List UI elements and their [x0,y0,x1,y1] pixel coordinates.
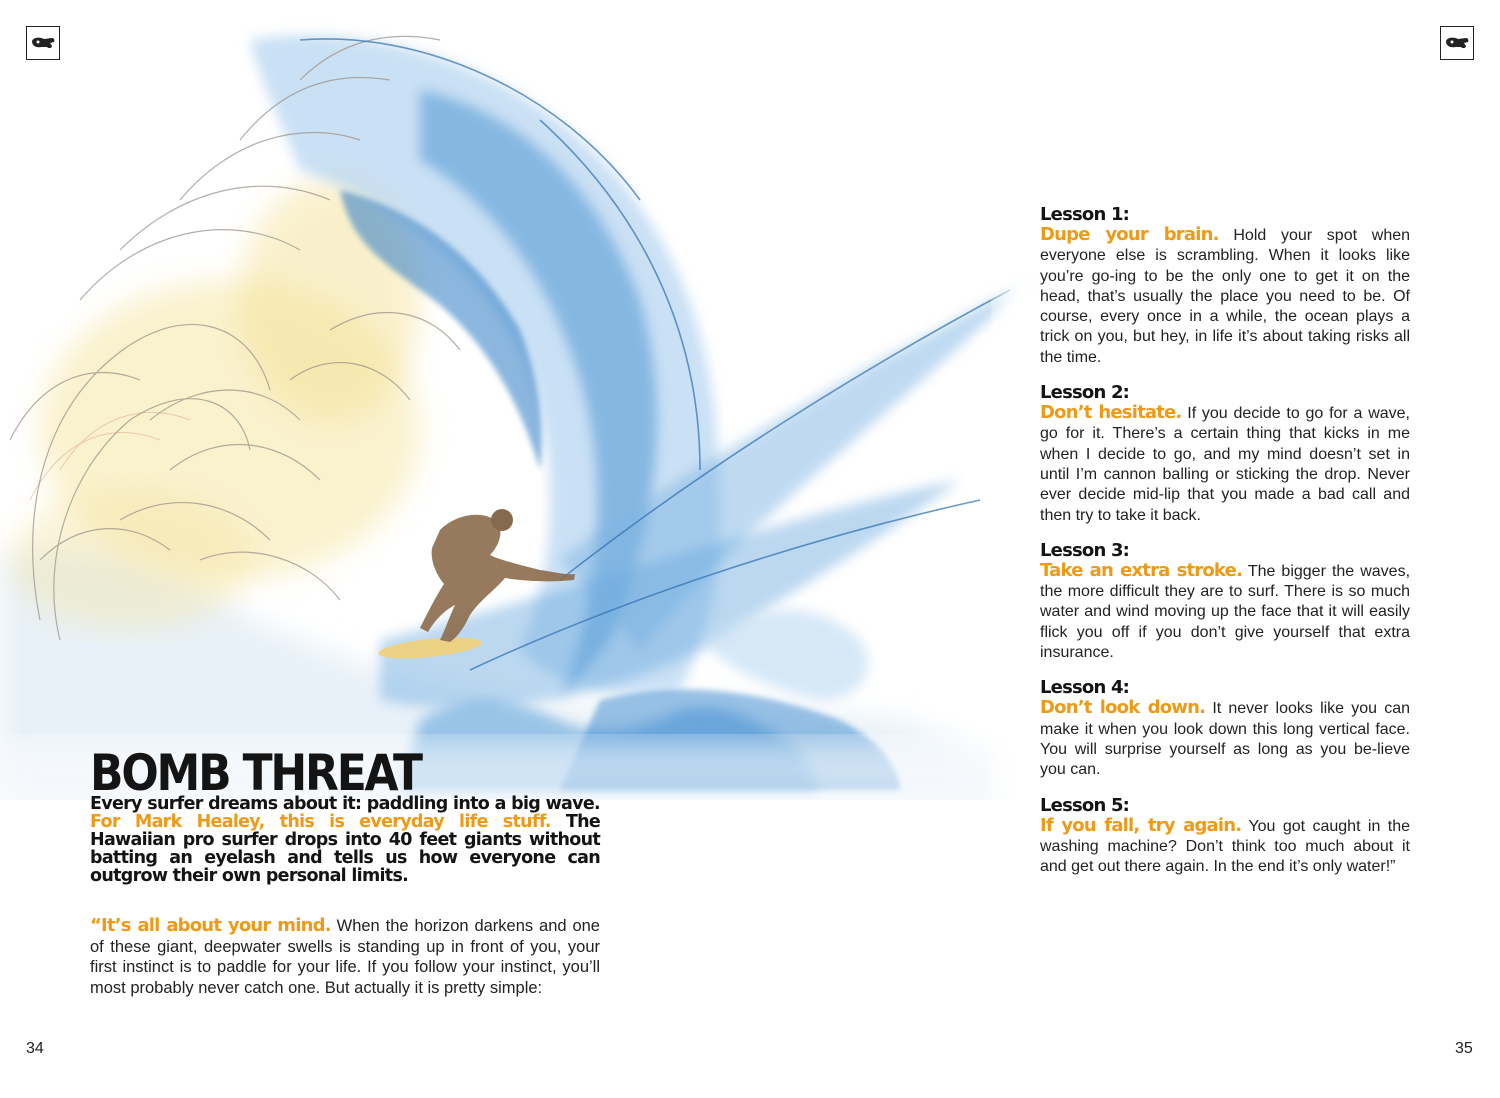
brand-logo-right [1440,26,1474,60]
fist-logo-icon [30,35,56,51]
lesson-text [1040,403,1410,526]
lesson-4 [1040,677,1410,780]
article-title: BOMB THREAT [90,744,421,802]
page-number-left: 34 [26,1040,44,1057]
lesson-heading: Lesson 1: [1040,204,1130,225]
lesson-lead: Don’t look down. [1040,697,1206,719]
brand-logo-left [26,26,60,60]
lesson-2 [1040,382,1410,526]
fist-logo-icon [1444,35,1470,51]
intro-highlight: For Mark Healey, this is everyday life stuff. [90,812,551,832]
quote-paragraph [90,916,600,998]
intro-text-2: The Hawaiian pro surfer drops into 40 feet giants without batting an eyelash and tells us how everyone can outgrow their own personal limits. [90,812,600,886]
intro-text-1: Every surfer dreams about it: paddling into a big wave. [90,794,600,814]
lesson-1 [1040,204,1410,368]
lesson-5 [1040,795,1410,878]
quote-body: When the horizon darkens and one of these giant, deepwater swells is standing up in front of you, your first instinct is to paddle for your life. If you follow your instinct, you’ll most probably never catch one. But actually it is pretty simple: [90,917,600,997]
lesson-lead: Dupe your brain. [1040,224,1219,245]
lessons-column [1040,204,1410,891]
lesson-lead: If you fall, try again. [1040,814,1242,836]
quote-lead: “It’s all about your mind. [90,915,331,936]
article-intro [90,795,600,885]
lesson-lead: Take an extra stroke. [1040,559,1243,581]
lesson-text [1040,561,1410,663]
lesson-body: Hold your spot when everyone else is scrambling. When it looks like you’re go-ing to be the only one to get it on the head, that’s usually the place you need to be. Of course, every once in a while, the ocean plays a trick on you, but hey, in life it’s about taking risks all the time. [1040,227,1411,366]
lesson-lead: Don’t hesitate. [1040,402,1182,424]
lesson-heading: Lesson 2: [1040,382,1130,404]
lesson-body: The bigger the waves, the more difficult they are to surf. There is so much water and wind moving up the face that it will easily flick you off if you don’t give yourself that extra insurance. [1040,562,1411,662]
lesson-heading: Lesson 3: [1040,539,1130,561]
lesson-body: It never looks like you can make it when you look down this long vertical face. You will surprise yourself as long as you be-lieve you can. [1040,700,1410,779]
lesson-body: If you decide to go for a wave, go for it. There’s a certain thing that kicks in me when I decide to go, and my mind doesn’t set in until I’m cannon balling or sticking the drop. Never ever decide mid-lip that you made a bad call and then try to take it back. [1040,405,1410,524]
lesson-heading: Lesson 5: [1040,794,1130,816]
lesson-3 [1040,540,1410,663]
lesson-text [1040,225,1410,368]
lesson-body: You got caught in the washing machine? Don’t think too much about it and get out there again. In the end it’s only water!” [1040,817,1411,876]
lesson-heading: Lesson 4: [1040,677,1130,699]
lesson-text [1040,816,1410,878]
lesson-text [1040,698,1410,780]
page-number-right: 35 [1455,1040,1473,1057]
